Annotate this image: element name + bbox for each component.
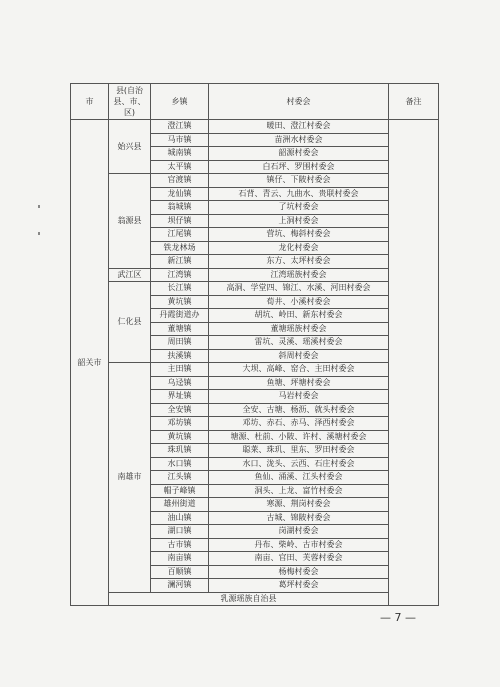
table-body: [71, 120, 439, 606]
town-cell: 帽子峰镇: [151, 484, 209, 498]
town-cell: 邓坊镇: [151, 417, 209, 431]
header-village: 村委会: [209, 84, 389, 120]
town-cell: 官渡镇: [151, 174, 209, 188]
scan-mark: [38, 232, 40, 235]
town-cell: 长江镇: [151, 282, 209, 296]
county-cell: 武江区: [109, 268, 151, 282]
town-cell: 太平镇: [151, 160, 209, 174]
village-cell: 东方、太坪村委会: [209, 255, 389, 269]
town-cell: 城南镇: [151, 147, 209, 161]
town-cell: 百顺镇: [151, 565, 209, 579]
village-cell: 韶源村委会: [209, 147, 389, 161]
town-cell: 丹霞街道办: [151, 309, 209, 323]
town-cell: 水口镇: [151, 457, 209, 471]
county-cell: 始兴县: [109, 120, 151, 174]
town-cell: 新江镇: [151, 255, 209, 269]
town-cell: 黄坑镇: [151, 430, 209, 444]
town-cell: 龙仙镇: [151, 187, 209, 201]
village-cell: 杨梅村委会: [209, 565, 389, 579]
village-cell: 镇仔、下陂村委会: [209, 174, 389, 188]
town-cell: 江头镇: [151, 471, 209, 485]
village-cell: 岗湖村委会: [209, 525, 389, 539]
village-cell: 寒源、荆岗村委会: [209, 498, 389, 512]
town-cell: 澄江镇: [151, 120, 209, 134]
town-cell: 周田镇: [151, 336, 209, 350]
town-cell: 黄坑镇: [151, 295, 209, 309]
town-cell: 全安镇: [151, 403, 209, 417]
village-cell: 白石坪、罗围村委会: [209, 160, 389, 174]
town-cell: 古市镇: [151, 538, 209, 552]
village-cell: 董塘瑶族村委会: [209, 322, 389, 336]
page-number: — 7 —: [380, 611, 416, 624]
town-cell: 扶溪镇: [151, 349, 209, 363]
city-cell: 韶关市: [71, 120, 109, 606]
town-cell: 湖口镇: [151, 525, 209, 539]
village-cell: 丹布、柴岭、古市村委会: [209, 538, 389, 552]
table-row: [71, 592, 439, 606]
village-cell: 江湾瑶族村委会: [209, 268, 389, 282]
town-cell: 界址镇: [151, 390, 209, 404]
table-header-row: [71, 84, 439, 120]
village-cell: 龙化村委会: [209, 241, 389, 255]
town-cell: 雄州街道: [151, 498, 209, 512]
village-cell: 苗洲水村委会: [209, 133, 389, 147]
village-cell: 洞头、上龙、富竹村委会: [209, 484, 389, 498]
table-row: [71, 363, 439, 377]
village-cell: 南亩、官田、芙蓉村委会: [209, 552, 389, 566]
village-cell: 聪莱、珠玑、里东、罗田村委会: [209, 444, 389, 458]
village-cell: 暖田、澄江村委会: [209, 120, 389, 134]
town-cell: 坝仔镇: [151, 214, 209, 228]
table-row: [71, 120, 439, 134]
town-cell: 江湾镇: [151, 268, 209, 282]
town-cell: 油山镇: [151, 511, 209, 525]
town-cell: 南亩镇: [151, 552, 209, 566]
town-cell: 澜河镇: [151, 579, 209, 593]
town-cell: 董塘镇: [151, 322, 209, 336]
town-cell: 主田镇: [151, 363, 209, 377]
town-cell: 珠玑镇: [151, 444, 209, 458]
village-cell: 雷坑、灵溪、瑶溪村委会: [209, 336, 389, 350]
town-cell: 马市镇: [151, 133, 209, 147]
village-cell: 石背、青云、九曲水、贵联村委会: [209, 187, 389, 201]
scan-mark: [38, 205, 40, 208]
table-row: [71, 282, 439, 296]
village-cell: 高洞、学堂四、锦江、水溪、河田村委会: [209, 282, 389, 296]
village-cell: 邓坊、赤石、赤马、泽西村委会: [209, 417, 389, 431]
village-cell: 营坑、梅斜村委会: [209, 228, 389, 242]
county-cell: 仁化县: [109, 282, 151, 363]
town-cell: 铁龙林场: [151, 241, 209, 255]
village-cell: 上洞村委会: [209, 214, 389, 228]
village-cell: 马岩村委会: [209, 390, 389, 404]
village-cell: 水口、泷头、云西、石庄村委会: [209, 457, 389, 471]
header-town: 乡镇: [151, 84, 209, 120]
village-cell: 鱼仙、涌溪、江头村委会: [209, 471, 389, 485]
county-cell: 南雄市: [109, 363, 151, 593]
county-cell: 翁源县: [109, 174, 151, 269]
footer-county-cell: 乳源瑶族自治县: [109, 592, 389, 606]
table-row: [71, 174, 439, 188]
village-cell: 古城、锦陂村委会: [209, 511, 389, 525]
village-cell: 斜周村委会: [209, 349, 389, 363]
table-row: [71, 268, 439, 282]
header-note: 备注: [389, 84, 439, 120]
village-cell: 大坝、高峰、窑合、主田村委会: [209, 363, 389, 377]
village-cell: 葛坪村委会: [209, 579, 389, 593]
village-cell: 塘源、杜前、小陂、许村、溪塘村委会: [209, 430, 389, 444]
village-table: [70, 83, 439, 606]
village-cell: 全安、古塘、杨沥、就头村委会: [209, 403, 389, 417]
village-cell: 鱼塘、坪塘村委会: [209, 376, 389, 390]
note-cell: [389, 120, 439, 606]
village-cell: 了坑村委会: [209, 201, 389, 215]
village-cell: 胡坑、岭田、新东村委会: [209, 309, 389, 323]
header-county: 县(自治县、市、区): [109, 84, 151, 120]
town-cell: 江尾镇: [151, 228, 209, 242]
header-city: 市: [71, 84, 109, 120]
town-cell: 翁城镇: [151, 201, 209, 215]
village-cell: 荀井、小溪村委会: [209, 295, 389, 309]
town-cell: 乌迳镇: [151, 376, 209, 390]
